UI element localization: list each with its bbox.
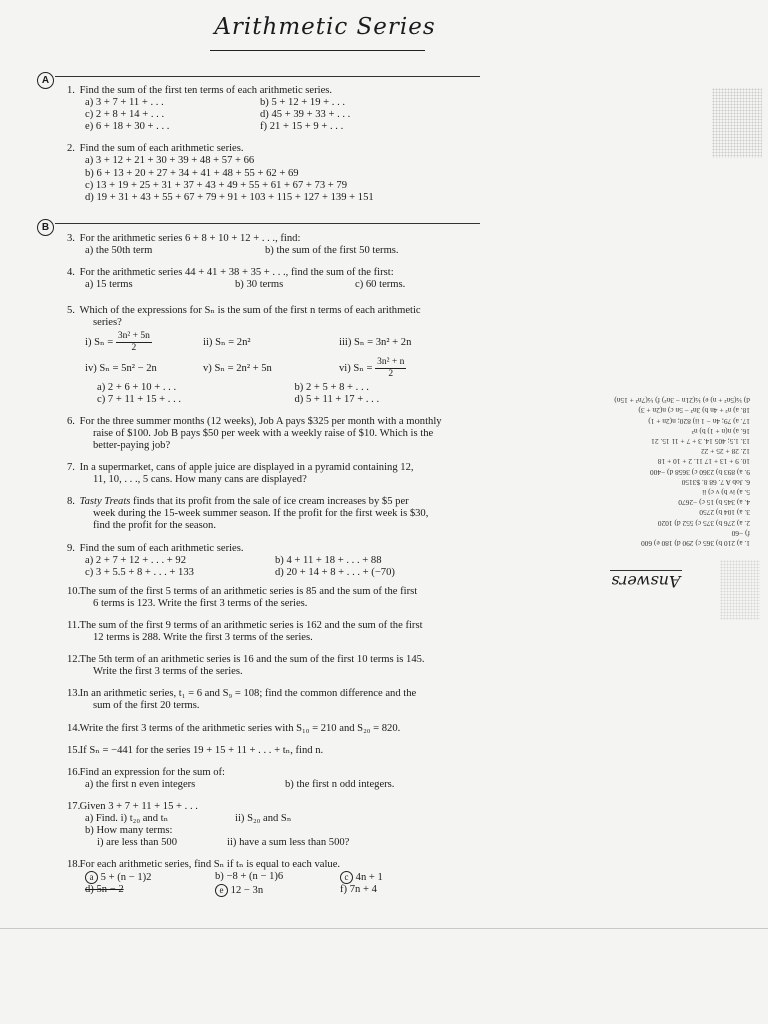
section-a-rule: [55, 76, 480, 77]
question-18: 18. For each arithmetic series, find Sₙ if tₙ is equal to each value. a 5 + (n − 1)2 b) −8 + (n − 1)6 c 4n + 1 d) 5n − 2 e 12 − 3n f) 7n + 4: [67, 859, 383, 897]
title-underline: [210, 50, 425, 51]
formula-row-1: i) Sₙ = $\frac{\text{3n² + 5n}}{2}$ ii) Sₙ = 2n² iii) Sₙ = 3n² + 2n: [85, 331, 412, 354]
page-title: Arithmetic Series: [214, 14, 436, 40]
questions-column-a: [67, 85, 492, 204]
formula-row-2: iv) Sₙ = 5n² − 2n v) Sₙ = 2n² + 5n vi) Sₙ = $\frac{\text{3n² + n}}{2}$: [85, 357, 405, 380]
question-2: 2. Find the sum of each arithmetic series. a) 3 + 12 + 21 + 30 + 39 + 48 + 57 + 66 b) 6 + 13 + 20 + 27 + 34 + 41 + 48 + 55 + 62 + 69 c) 13 + 19 + 25 + 31 + 37 + 43 + 49 + 55 + 61 + 67 + 73 + 79 d) 19 + 31 + 43 + 55 + 67 + 79 + 91 + 103 + 115 + 127 + 139 + 151: [67, 143, 374, 203]
section-b-marker: B: [37, 219, 54, 236]
question-11: 11. The sum of the first 9 terms of an arithmetic series is 162 and the sum of the first 12 terms is 288. Write the first 3 terms of the series.: [67, 619, 423, 644]
questions-column-b: [67, 233, 492, 898]
circled-mark-e: e: [215, 884, 228, 897]
question-17: 17. Given 3 + 7 + 11 + 15 + . . . a) Find. i) t₂₀ and tₙ ii) S₂₀ and Sₙ b) How many terms: i) are less than 500 ii) have a sum less than 500?: [67, 800, 350, 849]
answers-heading: Answers: [611, 572, 681, 591]
question-3: 3. For the arithmetic series 6 + 8 + 10 + 12 + . . ., find: a) the 50th term b) the sum of the first 50 terms.: [67, 233, 399, 257]
section-b-rule: [55, 223, 480, 224]
section-a-marker: A: [37, 72, 54, 89]
answers-key-upside-down: 1. a) 210 b) 365 c) 290 d) 180 e) 600 f) −60 2. a) 276 b) 375 c) 552 d) 1020 3. a) 104 b) 2750 4. a) 345 b) 15 c) −2670 5. a) iv b) v c) ii 6. Job A 7. 68 8. $3150 9. a) 893 b) 2360 c) 3658 d) −400 10. 9 + 13 + 17 11. 2 + 10 + 18 12. 28 + 25 + 22 13. 1.5; 405 14. 3 + 7 + 11 15. 21 16. a) n(n + 1) b) n² 17. a) 79; 4n − 1 ii) 820; n(2n + 1) 18. a) n² + 4n b) 3n² − 5n c) n(2n + 3) d) ½(5n² + n) e) ½(21n − 3n²) f) ½(7n² + 15n): [614, 396, 750, 549]
circled-mark-a: a: [85, 871, 98, 884]
question-15: 15. If Sₙ = −441 for the series 19 + 15 + 11 + . . . + tₙ, find n.: [67, 744, 324, 756]
question-9: 9. Find the sum of each arithmetic series. a) 2 + 7 + 12 + . . . + 92 b) 4 + 11 + 18 + . . . + 88 c) 3 + 5.5 + 8 + . . . + 133 d) 20 + 14 + 8 + . . . + (−70): [67, 542, 395, 578]
question-5: 5. Which of the expressions for Sₙ is the sum of the first n terms of each arithmetic series? i) Sₙ = $\frac{\text{3n² + 5n}}{2}$ ii) Sₙ = 2n² iii) Sₙ = 3n² + 2n iv) Sₙ = 5n² − 2n v) Sₙ = 2n² + 5n vi) Sₙ = $\frac{\text{3n² + n}}{2}$ a) 2 + 6 + 10 + . . . b) 2 + 5 + 8 + . . . c) 7 + 11 + 15 + . . . d) 5 + 11 + 17 + . . .: [67, 305, 492, 405]
question-6: 6. For the three summer months (12 weeks), Job A pays $325 per month with a monthly raise of $100. Job B pays $50 per week with a weekly raise of $10. Which is the better-paying job?: [67, 415, 442, 451]
question-14: 14. Write the first 3 terms of the arithmetic series with S₁₀ = 210 and S₂₀ = 820.: [67, 722, 401, 734]
question-16: 16. Find an expression for the sum of: a) the first n even integers b) the first n odd integers.: [67, 766, 395, 790]
question-4: 4. For the arithmetic series 44 + 41 + 38 + 35 + . . ., find the sum of the first: a) 15 terms b) 30 terms c) 60 terms.: [67, 267, 406, 291]
scan-noise-2: [720, 560, 760, 620]
question-10: 10. The sum of the first 5 terms of an arithmetic series is 85 and the sum of the first 6 terms is 123. Write the first 3 terms of the series.: [67, 585, 418, 609]
question-12: 12. The 5th term of an arithmetic series is 16 and the sum of the first 10 terms is 145. Write the first 3 terms of the series.: [67, 654, 425, 678]
question-7: 7. In a supermarket, cans of apple juice are displayed in a pyramid containing 12, 11, 10, . . ., 5 cans. How many cans are displayed?: [67, 462, 414, 486]
answers-underline: [610, 570, 682, 571]
question-1: 1. Find the sum of the first ten terms of each arithmetic series. a) 3 + 7 + 11 + . . . b) 5 + 12 + 19 + . . . c) 2 + 8 + 14 + . . . d) 45 + 39 + 33 + . . . e) 6 + 18 + 30 + . . . f) 21 + 15 + 9 + . . .: [67, 85, 351, 133]
question-8: 8. Tasty Treats finds that its profit from the sale of ice cream increases by $5 per week during the 15-week summer season. If the profit for the first week is $30, find the profit for the season.: [67, 496, 429, 532]
question-13: 13. In an arithmetic series, t₁ = 6 and S₉ = 108; find the common difference and the sum of the first 20 terms.: [67, 688, 417, 712]
circled-mark-c: c: [340, 871, 353, 884]
page-bottom-edge: [0, 928, 768, 929]
scan-noise: [712, 88, 762, 158]
